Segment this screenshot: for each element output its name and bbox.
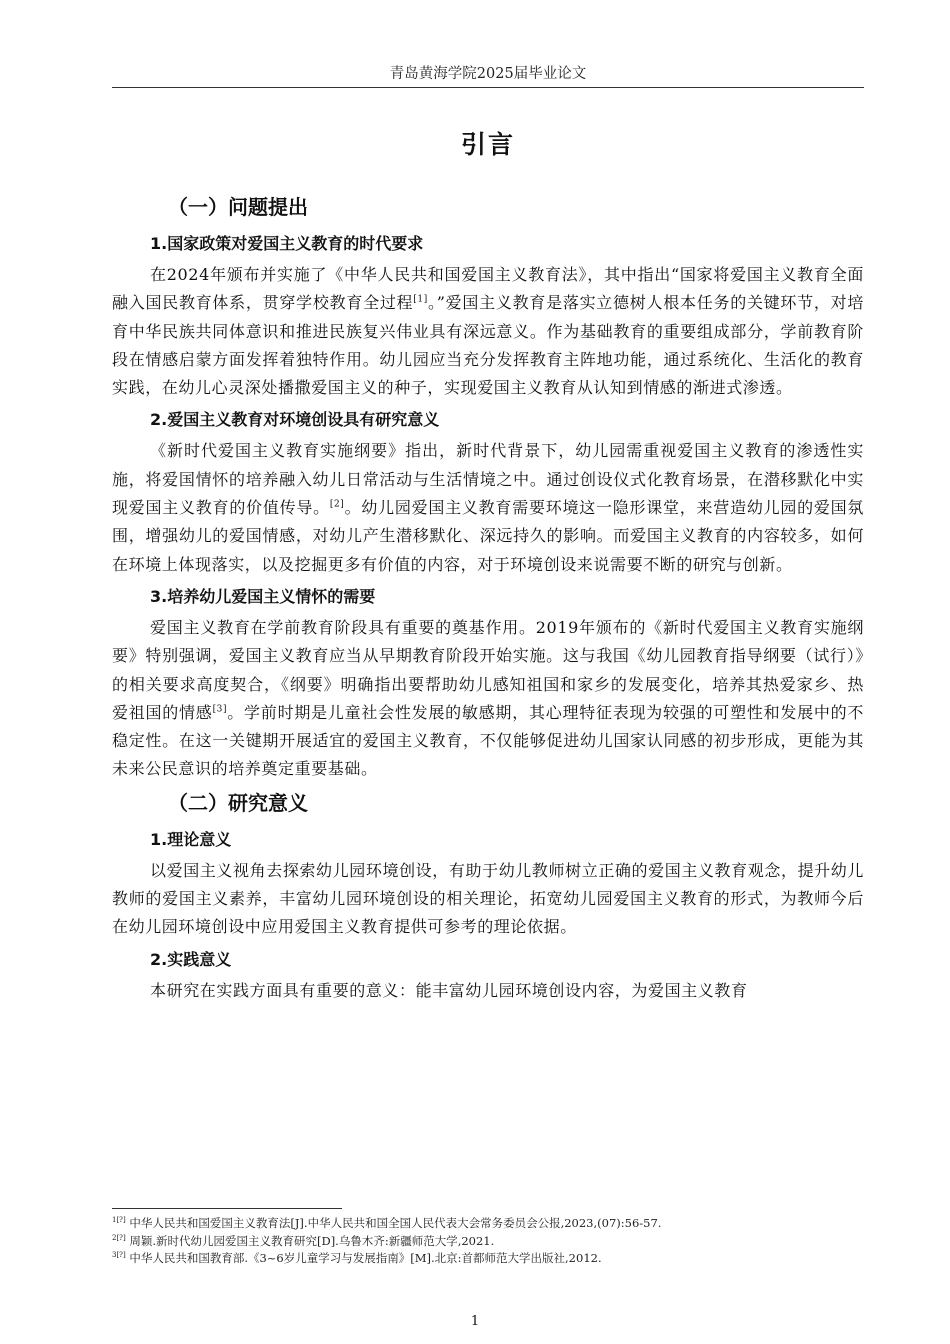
footnote-divider (112, 1208, 342, 1209)
subsection-heading-theory: 1.理论意义 (150, 829, 232, 849)
page-number: 1 (470, 1314, 480, 1329)
paragraph-text: 《新时代爱国主义教育实施纲要》指出，新时代背景下，幼儿园需重视爱国主义教育的渗透性实施，将爱国情怀的培养融入幼儿日常活动与生活情境之中。通过创设仪式化教育场景，在潜移默化中实现爱国主义教育的价值传导。 (112, 441, 864, 518)
running-header: 青岛黄海学院2025届毕业论文 (112, 62, 864, 88)
paragraph-text: 。幼儿园爱国主义教育需要环境这一隐形课堂，来营造幼儿园的爱国氛围，增强幼儿的爱国情感，对幼儿产生潜移默化、深远持久的影响。而爱国主义教育的内容较多，如何在环境上体现落实，以及挖掘更多有价值的内容，对于环境创设来说需要不断的研究与创新。 (112, 498, 864, 574)
page-title: 引言 (460, 130, 515, 159)
footnote-text: 中华人民共和国教育部.《3~6岁儿童学习与发展指南》[M].北京:首都师范大学出版社,2012. (129, 1251, 602, 1265)
citation-ref: [2] (329, 499, 345, 510)
paragraph-text: 爱国主义教育在学前教育阶段具有重要的奠基作用。2019年颁布的《新时代爱国主义教育实施纲要》特别强调，爱国主义教育应当从早期教育阶段开始实施。这与我国《幼儿园教育指导纲要（试行）》的相关要求高度契合，《纲要》明确指出要帮助幼儿感知祖国和家乡的发展变化，培养其热爱家乡、热爱祖国的情感 (112, 617, 864, 722)
paragraph-text: 。”爱国主义教育是落实立德树人根本任务的关键环节，对培育中华民族共同体意识和推进民族复兴伟业具有深远意义。作为基础教育的重要组成部分，学前教育阶段在情感启蒙方面发挥着独特作用。幼儿园应当充分发挥教育主阵地功能，通过系统化、生活化的教育实践，在幼儿心灵深处播撒爱国主义的种子，实现爱国主义教育从认知到情感的渐进式渗透。 (112, 293, 864, 398)
footnote-item (112, 1250, 872, 1268)
citation-ref: [3] (212, 704, 228, 715)
paragraph-theory: 以爱国主义视角去探索幼儿园环境创设，有助于幼儿教师树立正确的爱国主义教育观念，提升幼儿教师的爱国主义素养，丰富幼儿园环境创设的相关理论，拓宽幼儿园爱国主义教育的形式，为教师今后在幼儿园环境创设中应用爱国主义教育提供可参考的理论依据。 (112, 860, 864, 937)
section-heading-significance: （二）研究意义 (168, 790, 308, 815)
citation-ref: [1] (413, 294, 428, 305)
subsection-heading-practice: 2.实践意义 (150, 949, 232, 969)
footnote-text: 中华人民共和国爱国主义教育法[J].中华人民共和国全国人民代表大会常务委员会公报,2023,(07):56-57. (129, 1216, 662, 1230)
footnote-text: 周颖.新时代幼儿园爱国主义教育研究[D].乌鲁木齐:新疆师范大学,2021. (129, 1233, 495, 1248)
paragraph-patriotism (112, 614, 864, 784)
section-heading-problem: （一）问题提出 (168, 195, 308, 219)
subsection-heading-patriotism: 3.培养幼儿爱国主义情怀的需要 (150, 586, 376, 606)
main-content (112, 128, 864, 1005)
paragraph-environment (112, 437, 864, 578)
footnote-mark: 1[?] (112, 1216, 126, 1225)
footnotes (112, 1215, 872, 1268)
subsection-heading-policy: 1.国家政策对爱国主义教育的时代要求 (150, 234, 424, 253)
paragraph-policy (112, 261, 864, 402)
footnote-mark: 3[?] (112, 1251, 126, 1260)
footnote-item (112, 1233, 872, 1251)
subsection-heading-environment: 2.爱国主义教育对环境创设具有研究意义 (150, 410, 440, 430)
paragraph-text: 在2024年颁布并实施了《中华人民共和国爱国主义教育法》，其中指出“国家将爱国主义教育全面融入国民教育体系，贯穿学校教育全过程 (112, 265, 864, 313)
footnote-mark: 2[?] (112, 1233, 126, 1242)
footnote-item (112, 1215, 872, 1233)
paragraph-text: 。学前时期是儿童社会性发展的敏感期，其心理特征表现为较强的可塑性和发展中的不稳定性。在这一关键期开展适宜的爱国主义教育，不仅能够促进幼儿国家认同感的初步形成，更能为其未来公民意识的培养奠定重要基础。 (112, 702, 864, 779)
paragraph-practice: 本研究在实践方面具有重要的意义：能丰富幼儿园环境创设内容，为爱国主义教育 (150, 980, 748, 1000)
